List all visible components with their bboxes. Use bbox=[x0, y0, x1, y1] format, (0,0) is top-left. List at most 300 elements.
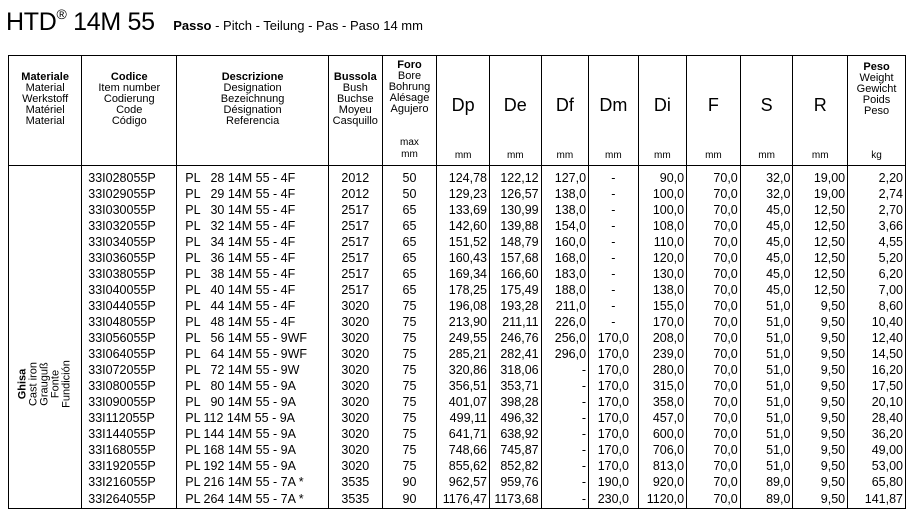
cell-f: 70,0 bbox=[687, 314, 741, 330]
cell-s: 51,0 bbox=[740, 362, 793, 378]
header-line: Bush bbox=[342, 82, 368, 94]
table-row bbox=[9, 458, 906, 474]
cell-descrizione: PL 40 14M 55 - 4F bbox=[177, 282, 329, 298]
cell-f: 70,0 bbox=[687, 298, 741, 314]
cell-f: 70,0 bbox=[687, 250, 741, 266]
cell-r: 9,50 bbox=[793, 426, 848, 442]
cell-bussola: 3535 bbox=[328, 474, 382, 490]
cell-de: 175,49 bbox=[489, 282, 541, 298]
cell-codice: 33I030055P bbox=[82, 202, 177, 218]
cell-dp: 962,57 bbox=[437, 474, 490, 490]
header-line: Werkstoff bbox=[22, 93, 69, 105]
cell-de: 318,06 bbox=[489, 362, 541, 378]
cell-dp: 641,71 bbox=[437, 426, 490, 442]
table-row bbox=[9, 442, 906, 458]
header-line: Codice bbox=[110, 71, 148, 83]
cell-foro: 75 bbox=[382, 346, 437, 362]
cell-bussola: 2517 bbox=[328, 234, 382, 250]
cell-s: 51,0 bbox=[740, 314, 793, 330]
cell-f: 70,0 bbox=[687, 266, 741, 282]
table-row bbox=[9, 282, 906, 298]
cell-di: 100,0 bbox=[638, 202, 687, 218]
cell-de: 959,76 bbox=[489, 474, 541, 490]
header-de: De mm bbox=[489, 56, 541, 166]
cell-foro: 75 bbox=[382, 458, 437, 474]
material-line: Fundición bbox=[60, 360, 73, 408]
cell-df: 138,0 bbox=[541, 202, 588, 218]
cell-descrizione: PL 44 14M 55 - 4F bbox=[177, 298, 329, 314]
cell-dm: - bbox=[589, 186, 639, 202]
cell-di: 280,0 bbox=[638, 362, 687, 378]
cell-foro: 50 bbox=[382, 186, 437, 202]
cell-codice: 33I040055P bbox=[82, 282, 177, 298]
cell-r: 9,50 bbox=[793, 362, 848, 378]
cell-r: 9,50 bbox=[793, 346, 848, 362]
header-f: F mm bbox=[687, 56, 741, 166]
cell-foro: 75 bbox=[382, 378, 437, 394]
cell-dp: 285,21 bbox=[437, 346, 490, 362]
cell-f: 70,0 bbox=[687, 186, 741, 202]
cell-s: 51,0 bbox=[740, 442, 793, 458]
cell-peso: 2,74 bbox=[848, 186, 906, 202]
cell-foro: 65 bbox=[382, 234, 437, 250]
cell-codice: 33I072055P bbox=[82, 362, 177, 378]
cell-di: 813,0 bbox=[638, 458, 687, 474]
cell-df: 168,0 bbox=[541, 250, 588, 266]
cell-bussola: 3020 bbox=[328, 362, 382, 378]
cell-codice: 33I080055P bbox=[82, 378, 177, 394]
cell-r: 9,50 bbox=[793, 410, 848, 426]
cell-de: 126,57 bbox=[489, 186, 541, 202]
cell-foro: 75 bbox=[382, 394, 437, 410]
cell-codice: 33I090055P bbox=[82, 394, 177, 410]
header-line: Material bbox=[25, 82, 65, 94]
header-s: S mm bbox=[740, 56, 793, 166]
cell-dm: - bbox=[589, 166, 639, 187]
table-row bbox=[9, 202, 906, 218]
cell-df: 188,0 bbox=[541, 282, 588, 298]
cell-s: 51,0 bbox=[740, 394, 793, 410]
cell-f: 70,0 bbox=[687, 458, 741, 474]
cell-dm: - bbox=[589, 266, 639, 282]
header-line: Peso bbox=[864, 105, 890, 117]
cell-descrizione: PL 48 14M 55 - 4F bbox=[177, 314, 329, 330]
cell-r: 9,50 bbox=[793, 474, 848, 490]
cell-foro: 75 bbox=[382, 314, 437, 330]
cell-descrizione: PL 28 14M 55 - 4F bbox=[177, 166, 329, 187]
cell-df: - bbox=[541, 410, 588, 426]
header-line: Bore bbox=[397, 70, 422, 82]
cell-di: 110,0 bbox=[638, 234, 687, 250]
cell-bussola: 2012 bbox=[328, 166, 382, 187]
table-row bbox=[9, 362, 906, 378]
cell-dm: - bbox=[589, 218, 639, 234]
header-codice bbox=[82, 56, 177, 166]
cell-bussola: 3020 bbox=[328, 394, 382, 410]
cell-dp: 178,25 bbox=[437, 282, 490, 298]
cell-foro: 90 bbox=[382, 474, 437, 490]
cell-dm: 230,0 bbox=[589, 490, 639, 508]
cell-r: 12,50 bbox=[793, 234, 848, 250]
cell-descrizione: PL 192 14M 55 - 9A bbox=[177, 458, 329, 474]
header-line: Foro bbox=[397, 59, 422, 71]
table-row bbox=[9, 166, 906, 187]
cell-de: 282,41 bbox=[489, 346, 541, 362]
header-line: Agujero bbox=[390, 103, 429, 115]
cell-s: 45,0 bbox=[740, 218, 793, 234]
cell-di: 239,0 bbox=[638, 346, 687, 362]
cell-di: 208,0 bbox=[638, 330, 687, 346]
header-line: Weight bbox=[859, 72, 894, 84]
pitch-subtitle: Passo - Pitch - Teilung - Pas - Paso 14 mm bbox=[173, 18, 423, 33]
header-r: R mm bbox=[793, 56, 848, 166]
cell-bussola: 2012 bbox=[328, 186, 382, 202]
cell-peso: 17,50 bbox=[848, 378, 906, 394]
material-line: Fonte bbox=[49, 369, 62, 399]
cell-codice: 33I056055P bbox=[82, 330, 177, 346]
cell-descrizione: PL 168 14M 55 - 9A bbox=[177, 442, 329, 458]
cell-foro: 75 bbox=[382, 330, 437, 346]
header-line: Codierung bbox=[103, 93, 155, 105]
cell-foro: 65 bbox=[382, 266, 437, 282]
cell-df: 160,0 bbox=[541, 234, 588, 250]
table-row bbox=[9, 378, 906, 394]
cell-bussola: 3535 bbox=[328, 490, 382, 508]
page-title bbox=[6, 6, 423, 36]
cell-s: 51,0 bbox=[740, 378, 793, 394]
cell-de: 211,11 bbox=[489, 314, 541, 330]
cell-s: 45,0 bbox=[740, 234, 793, 250]
cell-s: 51,0 bbox=[740, 330, 793, 346]
cell-dp: 320,86 bbox=[437, 362, 490, 378]
cell-dm: - bbox=[589, 314, 639, 330]
material-line: Cast iron bbox=[27, 361, 40, 407]
cell-bussola: 3020 bbox=[328, 298, 382, 314]
header-line: Material bbox=[25, 115, 65, 127]
cell-descrizione: PL 72 14M 55 - 9W bbox=[177, 362, 329, 378]
cell-dm: 170,0 bbox=[589, 394, 639, 410]
cell-dm: - bbox=[589, 298, 639, 314]
cell-dp: 124,78 bbox=[437, 166, 490, 187]
header-df: Df mm bbox=[541, 56, 588, 166]
cell-r: 12,50 bbox=[793, 250, 848, 266]
table-row bbox=[9, 490, 906, 508]
cell-codice: 33I028055P bbox=[82, 166, 177, 187]
cell-df: - bbox=[541, 362, 588, 378]
cell-dp: 249,55 bbox=[437, 330, 490, 346]
cell-dp: 129,23 bbox=[437, 186, 490, 202]
cell-dm: - bbox=[589, 234, 639, 250]
cell-di: 358,0 bbox=[638, 394, 687, 410]
cell-peso: 5,20 bbox=[848, 250, 906, 266]
table-row bbox=[9, 298, 906, 314]
table-row bbox=[9, 426, 906, 442]
cell-di: 90,0 bbox=[638, 166, 687, 187]
cell-foro: 65 bbox=[382, 202, 437, 218]
cell-descrizione: PL 38 14M 55 - 4F bbox=[177, 266, 329, 282]
cell-di: 600,0 bbox=[638, 426, 687, 442]
cell-codice: 33I036055P bbox=[82, 250, 177, 266]
spec-table bbox=[8, 55, 906, 509]
cell-df: - bbox=[541, 442, 588, 458]
header-line: Peso bbox=[863, 61, 890, 73]
cell-codice: 33I048055P bbox=[82, 314, 177, 330]
cell-di: 120,0 bbox=[638, 250, 687, 266]
cell-r: 9,50 bbox=[793, 458, 848, 474]
cell-descrizione: PL 64 14M 55 - 9WF bbox=[177, 346, 329, 362]
cell-dp: 855,62 bbox=[437, 458, 490, 474]
cell-dm: 170,0 bbox=[589, 442, 639, 458]
cell-dp: 499,11 bbox=[437, 410, 490, 426]
cell-codice: 33I216055P bbox=[82, 474, 177, 490]
table-row bbox=[9, 346, 906, 362]
cell-di: 108,0 bbox=[638, 218, 687, 234]
cell-foro: 65 bbox=[382, 282, 437, 298]
cell-r: 12,50 bbox=[793, 282, 848, 298]
cell-codice: 33I144055P bbox=[82, 426, 177, 442]
table-row bbox=[9, 218, 906, 234]
header-line: Bezeichnung bbox=[220, 93, 285, 105]
cell-descrizione: PL 32 14M 55 - 4F bbox=[177, 218, 329, 234]
cell-dm: - bbox=[589, 202, 639, 218]
cell-r: 9,50 bbox=[793, 394, 848, 410]
cell-dp: 133,69 bbox=[437, 202, 490, 218]
cell-f: 70,0 bbox=[687, 490, 741, 508]
cell-df: 154,0 bbox=[541, 218, 588, 234]
cell-s: 51,0 bbox=[740, 298, 793, 314]
cell-f: 70,0 bbox=[687, 346, 741, 362]
product-title: HTD® 14M 55 bbox=[6, 6, 155, 36]
cell-de: 166,60 bbox=[489, 266, 541, 282]
cell-de: 157,68 bbox=[489, 250, 541, 266]
cell-s: 89,0 bbox=[740, 474, 793, 490]
cell-dm: - bbox=[589, 282, 639, 298]
cell-s: 51,0 bbox=[740, 346, 793, 362]
cell-descrizione: PL 80 14M 55 - 9A bbox=[177, 378, 329, 394]
cell-codice: 33I264055P bbox=[82, 490, 177, 508]
table-row bbox=[9, 266, 906, 282]
header-dm: Dm mm bbox=[589, 56, 639, 166]
cell-s: 32,0 bbox=[740, 166, 793, 187]
cell-bussola: 3020 bbox=[328, 314, 382, 330]
cell-df: 138,0 bbox=[541, 186, 588, 202]
cell-f: 70,0 bbox=[687, 234, 741, 250]
cell-r: 9,50 bbox=[793, 490, 848, 508]
cell-f: 70,0 bbox=[687, 394, 741, 410]
header-peso: Peso Weight Gewicht Poids Peso kg bbox=[848, 56, 906, 166]
header-line: Item number bbox=[98, 82, 161, 94]
cell-codice: 33I044055P bbox=[82, 298, 177, 314]
cell-de: 1173,68 bbox=[489, 490, 541, 508]
cell-di: 170,0 bbox=[638, 314, 687, 330]
cell-dm: 170,0 bbox=[589, 362, 639, 378]
cell-descrizione: PL 36 14M 55 - 4F bbox=[177, 250, 329, 266]
table-row bbox=[9, 330, 906, 346]
header-materiale bbox=[9, 56, 82, 166]
cell-bussola: 2517 bbox=[328, 218, 382, 234]
cell-dm: 190,0 bbox=[589, 474, 639, 490]
table-row bbox=[9, 186, 906, 202]
cell-de: 130,99 bbox=[489, 202, 541, 218]
cell-df: - bbox=[541, 394, 588, 410]
cell-f: 70,0 bbox=[687, 426, 741, 442]
cell-s: 51,0 bbox=[740, 426, 793, 442]
cell-de: 353,71 bbox=[489, 378, 541, 394]
cell-di: 155,0 bbox=[638, 298, 687, 314]
cell-df: 226,0 bbox=[541, 314, 588, 330]
cell-foro: 50 bbox=[382, 166, 437, 187]
header-line: Matériel bbox=[25, 104, 65, 116]
cell-df: - bbox=[541, 458, 588, 474]
cell-dm: 170,0 bbox=[589, 458, 639, 474]
cell-dm: - bbox=[589, 250, 639, 266]
cell-dm: 170,0 bbox=[589, 330, 639, 346]
cell-foro: 75 bbox=[382, 426, 437, 442]
header-di: Di mm bbox=[638, 56, 687, 166]
cell-f: 70,0 bbox=[687, 474, 741, 490]
header-line: Moyeu bbox=[338, 104, 372, 116]
cell-bussola: 2517 bbox=[328, 202, 382, 218]
cell-s: 45,0 bbox=[740, 282, 793, 298]
cell-peso: 28,40 bbox=[848, 410, 906, 426]
cell-di: 706,0 bbox=[638, 442, 687, 458]
header-line: Descrizione bbox=[221, 71, 284, 83]
cell-f: 70,0 bbox=[687, 282, 741, 298]
cell-descrizione: PL 29 14M 55 - 4F bbox=[177, 186, 329, 202]
cell-descrizione: PL 216 14M 55 - 7A * bbox=[177, 474, 329, 490]
cell-codice: 33I038055P bbox=[82, 266, 177, 282]
cell-foro: 75 bbox=[382, 362, 437, 378]
cell-peso: 12,40 bbox=[848, 330, 906, 346]
cell-f: 70,0 bbox=[687, 362, 741, 378]
cell-foro: 65 bbox=[382, 250, 437, 266]
cell-bussola: 3020 bbox=[328, 426, 382, 442]
cell-dp: 160,43 bbox=[437, 250, 490, 266]
cell-s: 32,0 bbox=[740, 186, 793, 202]
cell-peso: 53,00 bbox=[848, 458, 906, 474]
cell-de: 745,87 bbox=[489, 442, 541, 458]
header-line: Bussola bbox=[333, 71, 377, 83]
cell-r: 9,50 bbox=[793, 330, 848, 346]
cell-r: 9,50 bbox=[793, 378, 848, 394]
cell-df: 296,0 bbox=[541, 346, 588, 362]
cell-peso: 2,20 bbox=[848, 166, 906, 187]
cell-peso: 65,80 bbox=[848, 474, 906, 490]
cell-peso: 3,66 bbox=[848, 218, 906, 234]
cell-bussola: 3020 bbox=[328, 330, 382, 346]
cell-di: 1120,0 bbox=[638, 490, 687, 508]
cell-foro: 75 bbox=[382, 410, 437, 426]
table-row bbox=[9, 474, 906, 490]
cell-s: 51,0 bbox=[740, 410, 793, 426]
cell-r: 19,00 bbox=[793, 186, 848, 202]
header-row bbox=[9, 56, 906, 166]
cell-descrizione: PL 90 14M 55 - 9A bbox=[177, 394, 329, 410]
cell-di: 457,0 bbox=[638, 410, 687, 426]
cell-dp: 169,34 bbox=[437, 266, 490, 282]
cell-r: 12,50 bbox=[793, 218, 848, 234]
cell-de: 193,28 bbox=[489, 298, 541, 314]
cell-r: 9,50 bbox=[793, 314, 848, 330]
cell-peso: 4,55 bbox=[848, 234, 906, 250]
header-foro bbox=[382, 56, 437, 166]
cell-descrizione: PL 30 14M 55 - 4F bbox=[177, 202, 329, 218]
cell-bussola: 3020 bbox=[328, 346, 382, 362]
header-line: Casquillo bbox=[332, 115, 378, 127]
table-row bbox=[9, 410, 906, 426]
cell-codice: 33I029055P bbox=[82, 186, 177, 202]
cell-codice: 33I112055P bbox=[82, 410, 177, 426]
header-line: mm bbox=[401, 149, 418, 160]
header-line: Gewicht bbox=[856, 83, 897, 95]
material-cell bbox=[9, 166, 82, 509]
cell-r: 12,50 bbox=[793, 202, 848, 218]
cell-codice: 33I064055P bbox=[82, 346, 177, 362]
cell-df: 211,0 bbox=[541, 298, 588, 314]
cell-peso: 2,70 bbox=[848, 202, 906, 218]
cell-dm: 170,0 bbox=[589, 346, 639, 362]
cell-df: 183,0 bbox=[541, 266, 588, 282]
header-line: Código bbox=[111, 115, 147, 127]
cell-df: - bbox=[541, 378, 588, 394]
cell-peso: 10,40 bbox=[848, 314, 906, 330]
cell-foro: 75 bbox=[382, 298, 437, 314]
cell-f: 70,0 bbox=[687, 378, 741, 394]
cell-di: 130,0 bbox=[638, 266, 687, 282]
cell-de: 852,82 bbox=[489, 458, 541, 474]
cell-descrizione: PL 34 14M 55 - 4F bbox=[177, 234, 329, 250]
cell-foro: 90 bbox=[382, 490, 437, 508]
header-line: Bohrung bbox=[388, 81, 431, 93]
cell-foro: 75 bbox=[382, 442, 437, 458]
cell-di: 920,0 bbox=[638, 474, 687, 490]
header-descrizione bbox=[177, 56, 329, 166]
cell-f: 70,0 bbox=[687, 410, 741, 426]
cell-de: 148,79 bbox=[489, 234, 541, 250]
cell-s: 45,0 bbox=[740, 202, 793, 218]
cell-f: 70,0 bbox=[687, 330, 741, 346]
cell-bussola: 3020 bbox=[328, 458, 382, 474]
cell-f: 70,0 bbox=[687, 218, 741, 234]
cell-de: 246,76 bbox=[489, 330, 541, 346]
cell-peso: 16,20 bbox=[848, 362, 906, 378]
cell-peso: 141,87 bbox=[848, 490, 906, 508]
cell-r: 9,50 bbox=[793, 442, 848, 458]
material-line: Grauguß bbox=[38, 362, 51, 406]
cell-dm: 170,0 bbox=[589, 378, 639, 394]
cell-di: 138,0 bbox=[638, 282, 687, 298]
cell-df: - bbox=[541, 426, 588, 442]
cell-di: 315,0 bbox=[638, 378, 687, 394]
cell-peso: 7,00 bbox=[848, 282, 906, 298]
cell-s: 45,0 bbox=[740, 266, 793, 282]
cell-dp: 356,51 bbox=[437, 378, 490, 394]
cell-de: 122,12 bbox=[489, 166, 541, 187]
cell-codice: 33I034055P bbox=[82, 234, 177, 250]
cell-dp: 151,52 bbox=[437, 234, 490, 250]
cell-codice: 33I192055P bbox=[82, 458, 177, 474]
cell-descrizione: PL 144 14M 55 - 9A bbox=[177, 426, 329, 442]
cell-dm: 170,0 bbox=[589, 410, 639, 426]
table-row bbox=[9, 234, 906, 250]
header-bussola bbox=[328, 56, 382, 166]
cell-dp: 142,60 bbox=[437, 218, 490, 234]
cell-peso: 20,10 bbox=[848, 394, 906, 410]
cell-dp: 196,08 bbox=[437, 298, 490, 314]
cell-peso: 36,20 bbox=[848, 426, 906, 442]
registered-mark: ® bbox=[56, 6, 67, 22]
cell-bussola: 3020 bbox=[328, 442, 382, 458]
